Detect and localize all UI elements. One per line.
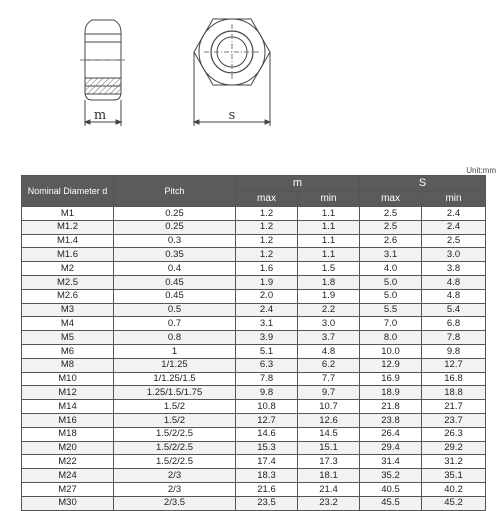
cell-pitch: 0.25	[114, 207, 236, 221]
dimension-s-label: s	[228, 108, 236, 123]
cell-s-min: 3.0	[422, 248, 486, 262]
cell-nominal-diameter: M27	[22, 482, 114, 496]
table-row	[22, 386, 486, 400]
cell-pitch: 0.45	[114, 275, 236, 289]
cell-nominal-diameter: M16	[22, 413, 114, 427]
cell-pitch: 2/3.5	[114, 496, 236, 510]
cell-pitch: 1.5/2	[114, 400, 236, 414]
cell-s-max: 10.0	[360, 344, 422, 358]
cell-m-min: 1.1	[298, 234, 360, 248]
cell-m-min: 1.5	[298, 262, 360, 276]
cell-s-min: 7.8	[422, 331, 486, 345]
cell-s-min: 12.7	[422, 358, 486, 372]
cell-nominal-diameter: M1.6	[22, 248, 114, 262]
cell-m-max: 1.2	[236, 234, 298, 248]
cell-pitch: 0.8	[114, 331, 236, 345]
cell-s-max: 2.5	[360, 207, 422, 221]
cell-s-max: 12.9	[360, 358, 422, 372]
dimension-m-label: m	[93, 108, 107, 123]
cell-m-min: 15.1	[298, 441, 360, 455]
cell-nominal-diameter: M24	[22, 469, 114, 483]
cell-nominal-diameter: M2.5	[22, 275, 114, 289]
cell-m-min: 14.5	[298, 427, 360, 441]
cell-pitch: 1	[114, 344, 236, 358]
cell-m-max: 14.6	[236, 427, 298, 441]
header-s: S	[360, 176, 486, 192]
cell-s-min: 26.3	[422, 427, 486, 441]
cell-nominal-diameter: M10	[22, 372, 114, 386]
cell-pitch: 0.4	[114, 262, 236, 276]
cell-s-min: 40.2	[422, 482, 486, 496]
cell-s-min: 4.8	[422, 289, 486, 303]
table-row	[22, 317, 486, 331]
table-row	[22, 413, 486, 427]
cell-m-min: 18.1	[298, 469, 360, 483]
cell-s-min: 2.4	[422, 207, 486, 221]
cell-m-max: 5.1	[236, 344, 298, 358]
header-m-min: min	[298, 192, 360, 207]
cell-pitch: 1.5/2	[114, 413, 236, 427]
cell-m-min: 7.7	[298, 372, 360, 386]
cell-nominal-diameter: M5	[22, 331, 114, 345]
cell-s-max: 45.5	[360, 496, 422, 510]
cell-nominal-diameter: M1.2	[22, 220, 114, 234]
cell-nominal-diameter: M4	[22, 317, 114, 331]
cell-nominal-diameter: M6	[22, 344, 114, 358]
cell-pitch: 1.25/1.5/1.75	[114, 386, 236, 400]
cell-s-max: 5.0	[360, 289, 422, 303]
table-row	[22, 358, 486, 372]
cell-nominal-diameter: M18	[22, 427, 114, 441]
cell-m-max: 10.8	[236, 400, 298, 414]
cell-s-max: 29.4	[360, 441, 422, 455]
cell-s-max: 7.0	[360, 317, 422, 331]
cell-pitch: 1/1.25/1.5	[114, 372, 236, 386]
cell-nominal-diameter: M2	[22, 262, 114, 276]
table-row	[22, 248, 486, 262]
header-m-max: max	[236, 192, 298, 207]
cell-s-min: 2.4	[422, 220, 486, 234]
cell-m-max: 23.5	[236, 496, 298, 510]
cell-s-max: 2.5	[360, 220, 422, 234]
table-row	[22, 275, 486, 289]
table-row	[22, 400, 486, 414]
cell-pitch: 1.5/2/2.5	[114, 455, 236, 469]
table-row	[22, 482, 486, 496]
cell-m-min: 21.4	[298, 482, 360, 496]
table-row	[22, 331, 486, 345]
cell-nominal-diameter: M12	[22, 386, 114, 400]
cell-s-min: 35.1	[422, 469, 486, 483]
cell-nominal-diameter: M1.4	[22, 234, 114, 248]
cell-pitch: 2/3	[114, 482, 236, 496]
cell-s-min: 3.8	[422, 262, 486, 276]
table-row	[22, 262, 486, 276]
cell-m-min: 17.3	[298, 455, 360, 469]
cell-nominal-diameter: M8	[22, 358, 114, 372]
cell-s-max: 16.9	[360, 372, 422, 386]
cell-s-min: 45.2	[422, 496, 486, 510]
cell-m-max: 6.3	[236, 358, 298, 372]
cell-s-max: 5.0	[360, 275, 422, 289]
cell-m-max: 9.8	[236, 386, 298, 400]
cell-s-min: 2.5	[422, 234, 486, 248]
cell-pitch: 1/1.25	[114, 358, 236, 372]
cell-m-max: 1.2	[236, 220, 298, 234]
cell-pitch: 2/3	[114, 469, 236, 483]
header-m: m	[236, 176, 360, 192]
cell-nominal-diameter: M2.6	[22, 289, 114, 303]
cell-m-min: 1.1	[298, 220, 360, 234]
cell-m-min: 12.6	[298, 413, 360, 427]
cell-s-min: 4.8	[422, 275, 486, 289]
cell-pitch: 1.5/2/2.5	[114, 441, 236, 455]
cell-s-max: 26.4	[360, 427, 422, 441]
table-body	[22, 207, 486, 511]
cell-m-min: 2.2	[298, 303, 360, 317]
cell-nominal-diameter: M14	[22, 400, 114, 414]
table-row	[22, 289, 486, 303]
cell-m-max: 3.1	[236, 317, 298, 331]
unit-label: Unit:mm	[466, 166, 496, 175]
cell-nominal-diameter: M30	[22, 496, 114, 510]
header-s-min: min	[422, 192, 486, 207]
cell-m-max: 3.9	[236, 331, 298, 345]
cell-s-min: 18.8	[422, 386, 486, 400]
cell-s-max: 31.4	[360, 455, 422, 469]
cell-m-min: 10.7	[298, 400, 360, 414]
table-row	[22, 455, 486, 469]
cell-pitch: 0.7	[114, 317, 236, 331]
cell-m-max: 1.2	[236, 207, 298, 221]
cell-nominal-diameter: M1	[22, 207, 114, 221]
cell-s-min: 31.2	[422, 455, 486, 469]
cell-m-min: 6.2	[298, 358, 360, 372]
cell-pitch: 0.45	[114, 289, 236, 303]
cell-m-max: 7.8	[236, 372, 298, 386]
cell-m-min: 3.0	[298, 317, 360, 331]
cell-s-max: 21.8	[360, 400, 422, 414]
cell-s-max: 5.5	[360, 303, 422, 317]
cell-s-min: 6.8	[422, 317, 486, 331]
cell-s-max: 2.6	[360, 234, 422, 248]
cell-pitch: 0.3	[114, 234, 236, 248]
cell-pitch: 1.5/2/2.5	[114, 427, 236, 441]
cell-s-min: 29.2	[422, 441, 486, 455]
cell-m-max: 15.3	[236, 441, 298, 455]
cell-s-max: 40.5	[360, 482, 422, 496]
header-pitch: Pitch	[114, 176, 236, 207]
cell-s-min: 21.7	[422, 400, 486, 414]
cell-m-max: 18.3	[236, 469, 298, 483]
cell-m-max: 1.9	[236, 275, 298, 289]
table-row	[22, 469, 486, 483]
cell-m-min: 1.9	[298, 289, 360, 303]
cell-m-max: 21.6	[236, 482, 298, 496]
cell-s-min: 9.8	[422, 344, 486, 358]
cell-s-max: 35.2	[360, 469, 422, 483]
cell-s-min: 23.7	[422, 413, 486, 427]
table-row	[22, 234, 486, 248]
cell-nominal-diameter: M20	[22, 441, 114, 455]
cell-nominal-diameter: M22	[22, 455, 114, 469]
cell-m-min: 1.1	[298, 207, 360, 221]
cell-pitch: 0.25	[114, 220, 236, 234]
table-row	[22, 372, 486, 386]
cell-s-min: 5.4	[422, 303, 486, 317]
table-row	[22, 220, 486, 234]
table-row	[22, 427, 486, 441]
cell-s-max: 3.1	[360, 248, 422, 262]
cell-s-min: 16.8	[422, 372, 486, 386]
cell-nominal-diameter: M3	[22, 303, 114, 317]
cell-m-max: 17.4	[236, 455, 298, 469]
cell-pitch: 0.35	[114, 248, 236, 262]
cell-m-max: 12.7	[236, 413, 298, 427]
cell-s-max: 8.0	[360, 331, 422, 345]
cell-m-min: 4.8	[298, 344, 360, 358]
hex-nut-drawing	[0, 0, 500, 165]
cell-s-max: 23.8	[360, 413, 422, 427]
table-row	[22, 441, 486, 455]
cell-s-max: 18.9	[360, 386, 422, 400]
table-row	[22, 496, 486, 510]
table-row	[22, 344, 486, 358]
table-row	[22, 207, 486, 221]
cell-m-min: 1.1	[298, 248, 360, 262]
cell-m-max: 2.0	[236, 289, 298, 303]
hex-nut-dimension-table	[21, 175, 486, 511]
cell-m-max: 1.2	[236, 248, 298, 262]
cell-m-min: 3.7	[298, 331, 360, 345]
table-row	[22, 303, 486, 317]
header-nominal-diameter: Nominal Diameter d	[22, 176, 114, 207]
cell-m-max: 1.6	[236, 262, 298, 276]
cell-pitch: 0.5	[114, 303, 236, 317]
header-s-max: max	[360, 192, 422, 207]
cell-m-min: 9.7	[298, 386, 360, 400]
cell-m-min: 1.8	[298, 275, 360, 289]
cell-m-max: 2.4	[236, 303, 298, 317]
cell-m-min: 23.2	[298, 496, 360, 510]
cell-s-max: 4.0	[360, 262, 422, 276]
